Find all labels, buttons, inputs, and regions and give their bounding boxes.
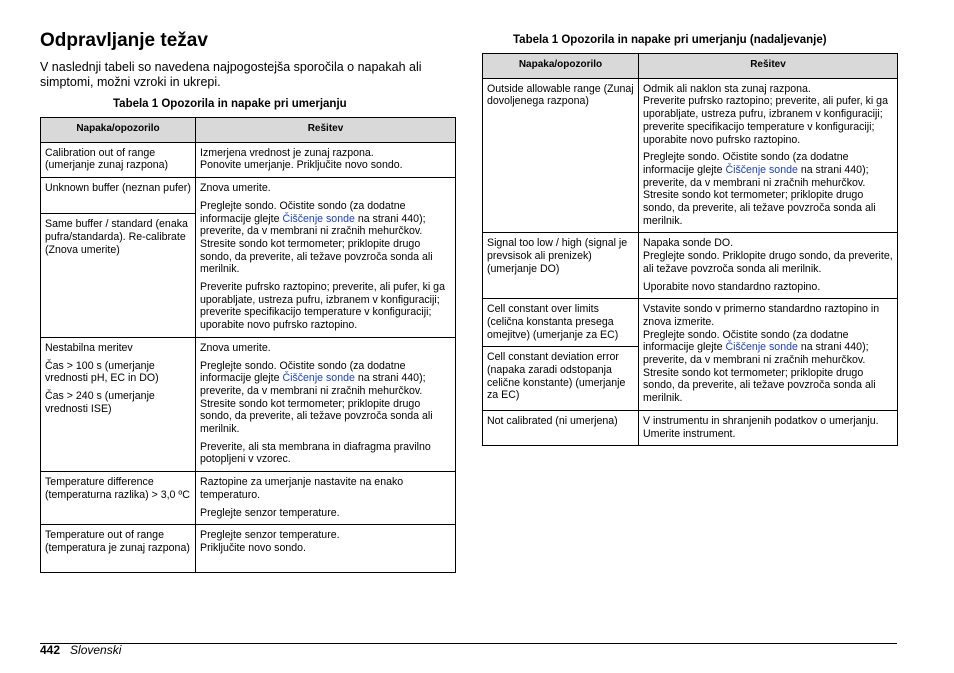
left-col-header-solution: Rešitev (196, 118, 456, 143)
solution-text-before-link: Preglejte sondo. Očistite sondo (za dodatne informacije glejte (643, 328, 849, 354)
right-table-header-row (483, 54, 898, 79)
solution-text: Preverite pufrsko raztopino; preverite, ali pufer, ki ga uporabljate, ustreza pufru, izbranem v konfiguraciji; preverite specifikacijo temperature v konfiguraciji; uporabite novo pufrsko raztopino. (643, 95, 888, 146)
error-cell (41, 178, 196, 214)
error-text: Outside allowable range (Zunaj dovoljenega razpona) (487, 82, 634, 108)
solution-text-after-link: na strani 440); preverite, da v membrani ni zračnih mehurčkov. Stresite sondo kot termometer; priklopite drugo sondo, da preverite, ali težave povzroča sonda ali merilnik. (643, 341, 876, 405)
solution-cell (639, 299, 898, 411)
error-cell (41, 472, 196, 525)
solution-cell (196, 337, 456, 471)
solution-text: Preglejte sondo. Priklopite drugo sondo, da preverite, ali težave povzroča sonda ali merilnik. (643, 250, 893, 275)
error-cell (41, 337, 196, 471)
solution-cell (639, 78, 898, 233)
error-text: Unknown buffer (neznan pufer) (45, 182, 191, 195)
solution-text: Vstavite sondo v primerno standardno raztopino in znova izmerite. (643, 303, 880, 328)
right-col-header-solution: Rešitev (639, 54, 898, 79)
solution-cell (196, 178, 456, 338)
left-col-header-error: Napaka/opozorilo (41, 118, 196, 143)
table-row (41, 178, 456, 214)
solution-text: Uporabite novo standardno raztopino. (643, 280, 821, 293)
table-row (41, 142, 456, 177)
solution-text: Preverite pufrsko raztopino; preverite, ali pufer, ki ga uporabljate, ustreza pufru, izbranem v konfiguraciji; preverite specifikacijo temperature v konfiguraciji; uporabite novo pufrsko raztopino. (200, 281, 445, 332)
solution-text: Preglejte senzor temperature. (200, 529, 340, 542)
page-title: Odpravljanje težav (40, 30, 208, 51)
solution-text (643, 151, 893, 227)
solution-text: Znova umerite. (200, 341, 271, 354)
error-text: Temperature out of range (temperatura je zunaj razpona) (45, 529, 190, 554)
solution-text-before-link: Preglejte sondo. Očistite sondo (za dodatne informacije glejte (200, 199, 406, 225)
error-cell (483, 299, 639, 347)
left-table-header-row (41, 118, 456, 143)
table-row (483, 299, 898, 347)
link-ciscenje-sonde[interactable]: Čiščenje sonde (725, 163, 798, 176)
right-calibration-table (482, 53, 898, 446)
error-cell (483, 347, 639, 411)
table-row (41, 525, 456, 573)
error-text: Čas > 240 s (umerjanje vrednosti ISE) (45, 389, 155, 415)
page-number: 442 (40, 643, 61, 657)
left-table-caption: Tabela 1 Opozorila in napake pri umerjanju (113, 98, 347, 110)
error-text: Not calibrated (ni umerjena) (487, 414, 618, 427)
error-text: Temperature difference (temperaturna razlika) > 3,0 ºC (45, 476, 190, 501)
solution-text: Raztopine za umerjanje nastavite na enako temperaturo. (200, 476, 404, 501)
solution-text-after-link: na strani 440); preverite, da v membrani ni zračnih mehurčkov. Stresite sondo kot termometer; priklopite drugo sondo, da preverite, ali težave povzroča sonda ali merilnik. (643, 163, 876, 227)
solution-text: V instrumentu in shranjenih podatkov o umerjanju. (643, 414, 879, 427)
solution-text (643, 329, 893, 405)
error-cell (483, 78, 639, 233)
footer-language: Slovenski (70, 643, 122, 657)
solution-text: Napaka sonde DO. (643, 237, 734, 250)
solution-text (200, 360, 451, 436)
error-cell (41, 142, 196, 177)
table-row (483, 233, 898, 299)
table-row (483, 78, 898, 233)
solution-text-before-link: Preglejte sondo. Očistite sondo (za dodatne informacije glejte (200, 359, 406, 385)
table-row (41, 337, 456, 471)
table-row (41, 472, 456, 525)
right-table-caption: Tabela 1 Opozorila in napake pri umerjanju (nadaljevanje) (513, 34, 827, 46)
error-text: Cell constant over limits (celična konstanta presega omejitve) (umerjanje za EC) (487, 303, 619, 341)
error-cell (41, 525, 196, 573)
intro-paragraph: V naslednji tabeli so navedena najpogostejša sporočila o napakah ali simptomi, možni vzroki in ukrepi. (40, 60, 422, 89)
table-row (483, 410, 898, 445)
solution-cell (196, 472, 456, 525)
left-calibration-table (40, 117, 456, 573)
solution-cell (196, 525, 456, 573)
solution-text (200, 200, 451, 276)
page-footer (40, 643, 121, 657)
solution-text: Preglejte senzor temperature. (200, 506, 340, 519)
solution-text: Preverite, ali sta membrana in diafragma pravilno potopljeni v vzorec. (200, 440, 431, 466)
error-cell (483, 233, 639, 299)
solution-text: Izmerjena vrednost je zunaj razpona. (200, 146, 374, 159)
solution-text: Ponovite umerjanje. Priključite novo sondo. (200, 159, 403, 172)
solution-text-after-link: na strani 440); preverite, da v membrani ni zračnih mehurčkov. Stresite sondo kot termometer; priklopite drugo sondo, da preverite, ali težave povzroča sonda ali merilnik. (200, 212, 433, 276)
error-text: Signal too low / high (signal je prevsisok ali prenizek) (umerjanje DO) (487, 237, 628, 275)
error-text: Nestabilna meritev (45, 341, 133, 354)
footer-divider (40, 643, 897, 644)
solution-cell (639, 233, 898, 299)
error-text: Same buffer / standard (enaka pufra/standarda). Re-calibrate (Znova umerite) (45, 218, 188, 256)
solution-text: Priključite novo sondo. (200, 541, 306, 554)
error-text: Calibration out of range (umerjanje zunaj razpona) (45, 146, 169, 172)
solution-text: Odmik ali naklon sta zunaj razpona. (643, 82, 811, 95)
solution-text-before-link: Preglejte sondo. Očistite sondo (za dodatne informacije glejte (643, 151, 849, 176)
link-ciscenje-sonde[interactable]: Čiščenje sonde (282, 212, 355, 225)
solution-text: Umerite instrument. (643, 427, 736, 440)
right-col-header-error: Napaka/opozorilo (483, 54, 639, 79)
error-text: Čas > 100 s (umerjanje vrednosti pH, EC in DO) (45, 359, 159, 385)
link-ciscenje-sonde[interactable]: Čiščenje sonde (282, 372, 355, 385)
link-ciscenje-sonde[interactable]: Čiščenje sonde (725, 341, 798, 354)
error-text: Cell constant deviation error (napaka zaradi odstopanja celične konstante) (umerjanje za EC) (487, 351, 626, 402)
solution-cell (639, 410, 898, 445)
solution-cell (196, 142, 456, 177)
solution-text: Znova umerite. (200, 182, 271, 195)
error-cell (483, 410, 639, 445)
solution-text-after-link: na strani 440); preverite, da v membrani ni zračnih mehurčkov. Stresite sondo kot termometer; priklopite drugo sondo, da preverite, ali težave povzroča sonda ali merilnik. (200, 372, 433, 436)
error-cell (41, 214, 196, 338)
